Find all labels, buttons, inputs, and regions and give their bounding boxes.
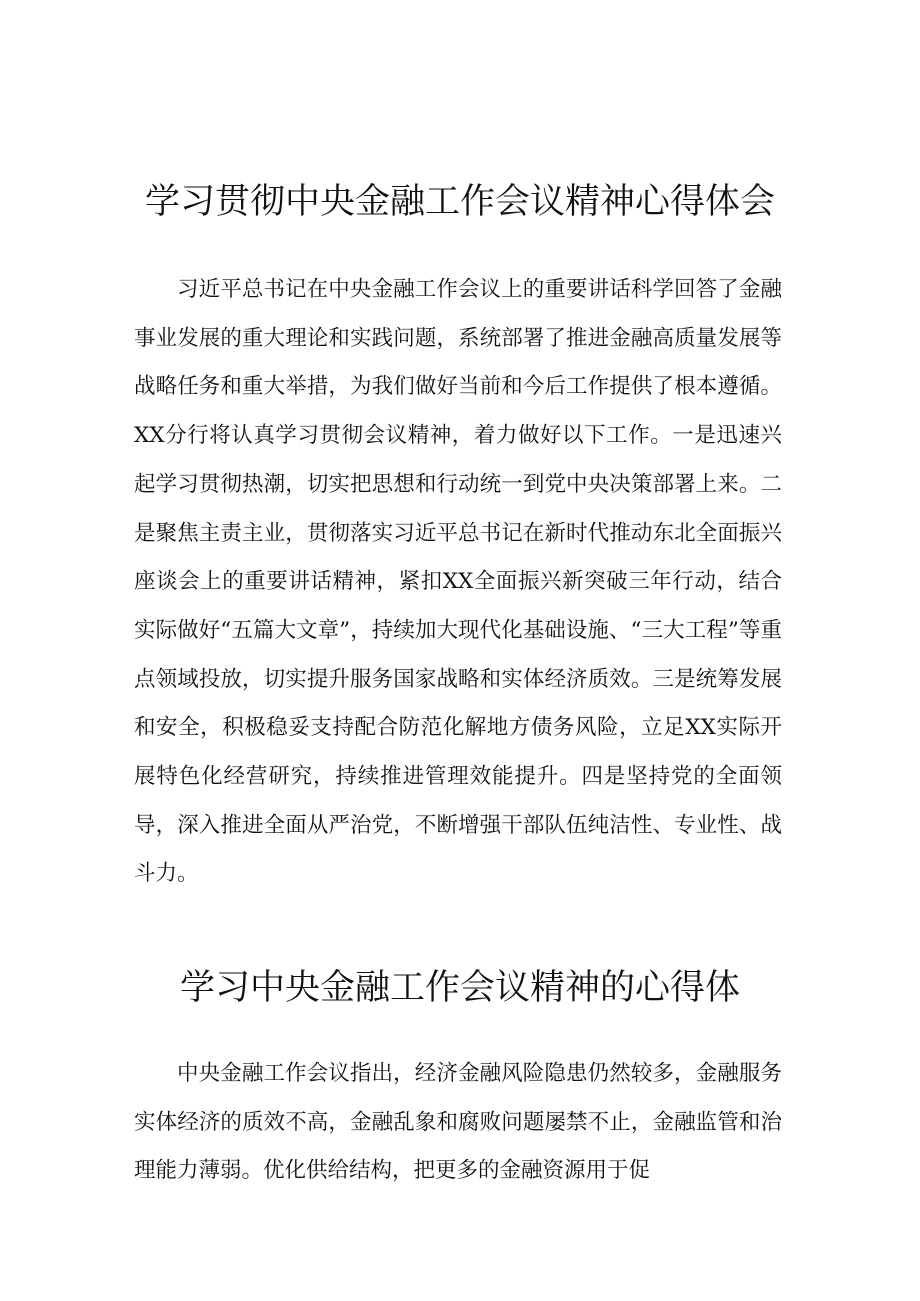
section-2-paragraph: 中央金融工作会议指出，经济金融风险隐患仍然较多，金融服务实体经济的质效不高，金融乱象和腐败问题屡禁不止，金融监管和治理能力薄弱。优化供给结构，把更多的金融资源用于促 [134,1061,782,1184]
section-1-paragraph: 习近平总书记在中央金融工作会议上的重要讲话科学回答了金融事业发展的重大理论和实践问题，系统部署了推进金融高质量发展等战略任务和重大举措，为我们做好当前和今后工作提供了根本遵循。XX分行将认真学习贯彻会议精神，着力做好以下工作。一是迅速兴起学习贯彻热潮，切实把思想和行动统一到党中央决策部署上来。二是聚焦主责主业，贯彻落实习近平总书记在新时代推动东北全面振兴座谈会上的重要讲话精神，紧扣XX全面振兴新突破三年行动，结合实际做好“五篇大文章”，持续加大现代化基础设施、“三大工程”等重点领域投放，切实提升服务国家战略和实体经济质效。三是统筹发展和安全，积极稳妥支持配合防范化解地方债务风险，立足XX实际开展特色化经营研究，持续推进管理效能提升。四是坚持党的全面领导，深入推进全面从严治党，不断增强干部队伍纯洁性、专业性、战斗力。 [134,277,782,887]
section-2-title: 学习中央金融工作会议精神的心得体 [179,968,740,1008]
section-1-title: 学习贯彻中央金融工作会议精神心得体会 [144,182,775,222]
